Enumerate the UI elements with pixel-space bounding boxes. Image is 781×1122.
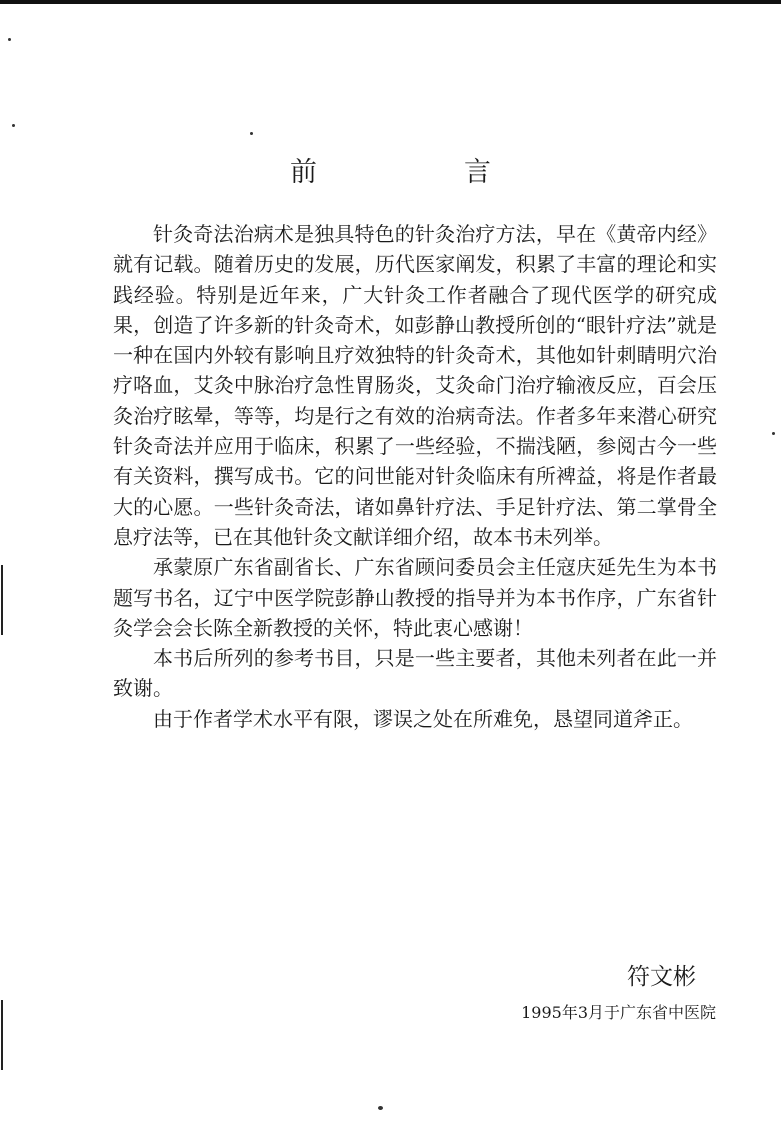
date-place-line: 1995年3月于广东省中医院 — [521, 1003, 716, 1022]
left-margin-mark — [1, 565, 3, 635]
paragraph: 本书后所列的参考书目，只是一些主要者，其他未列者在此一并致谢。 — [113, 646, 717, 701]
left-margin-mark — [1, 1000, 3, 1070]
author-signature: 符文彬 — [627, 964, 696, 990]
scan-speck — [8, 38, 11, 41]
scan-speck — [378, 1106, 383, 1110]
scan-speck — [772, 432, 775, 435]
page-title: 前 言 — [290, 157, 551, 188]
preface-body — [113, 219, 717, 734]
paragraph: 承蒙原广东省副省长、广东省顾问委员会主任寇庆延先生为本书题写书名，辽宁中医学院彭静山教授的指导并为本书作序，广东省针灸学会会长陈全新教授的关怀，特此衷心感谢！ — [113, 555, 717, 640]
paragraph: 针灸奇法治病术是独具特色的针灸治疗方法，早在《黄帝内经》就有记载。随着历史的发展，历代医家阐发，积累了丰富的理论和实践经验。特别是近年来，广大针灸工作者融合了现代医学的研究成果，创造了许多新的针灸奇术，如彭静山教授所创的“眼针疗法”就是一种在国内外较有影响且疗效独特的针灸奇术，其他如针刺睛明穴治疗咯血，艾灸中脉治疗急性胃肠炎，艾灸命门治疗输液反应，百会压灸治疗眩晕，等等，均是行之有效的治病奇法。作者多年来潜心研究针灸奇法并应用于临床，积累了一些经验，不揣浅陋，参阅古今一些有关资料，撰写成书。它的问世能对针灸临床有所裨益，将是作者最大的心愿。一些针灸奇法，诸如鼻针疗法、手足针疗法、第二掌骨全息疗法等，已在其他针灸文献详细介绍，故本书未列举。 — [113, 222, 717, 549]
scan-speck — [250, 132, 253, 135]
paragraph: 由于作者学术水平有限，谬误之处在所难免，恳望同道斧正。 — [153, 706, 693, 731]
top-border-rule — [0, 0, 781, 4]
scan-speck — [12, 124, 15, 127]
